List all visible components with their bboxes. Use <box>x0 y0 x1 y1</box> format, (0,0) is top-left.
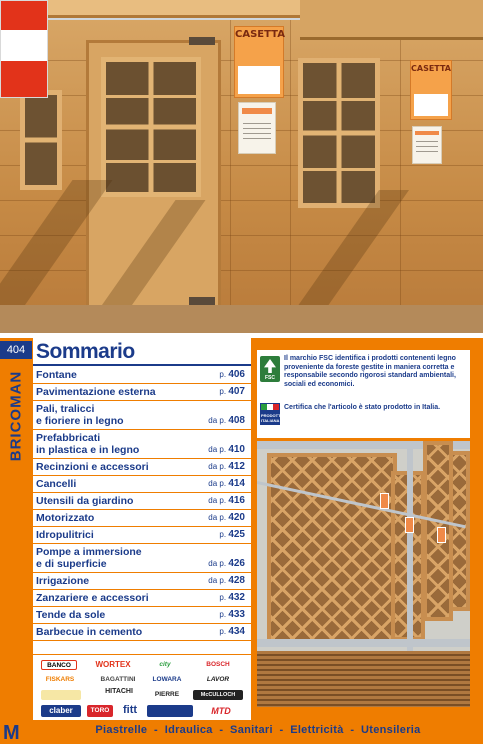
toc-title: Cancelli <box>36 478 77 490</box>
trellis-photo <box>257 441 470 707</box>
price-tag <box>380 493 389 509</box>
toc-title: Irrigazione <box>36 575 90 587</box>
toc-page: da p. 408 <box>208 415 245 426</box>
toc-page: da p. 412 <box>208 461 245 472</box>
footer-categories: Piastrelle - Idraulica - Sanitari - Elettricità - Utensileria <box>95 724 421 736</box>
toc-row[interactable] <box>33 527 251 544</box>
brand-vertical-label: BRICOMAN <box>7 370 25 462</box>
door-hinge <box>189 297 215 305</box>
roof-edge-right <box>300 0 483 40</box>
fsc-description: Il marchio FSC identifica i prodotti contenenti legno proveniente da foreste gestite in maniera corretta e responsabile secondo rigorosi standard ambientali, sociali ed economici. <box>284 355 456 388</box>
brand-logo <box>95 688 143 702</box>
bricoman-logo[interactable] <box>0 720 33 744</box>
casetta-sign-label: CASETTA <box>411 64 451 73</box>
toc-title: Motorizzato <box>36 512 95 524</box>
made-in-italy-description: Certifica che l'articolo è stato prodotto in Italia. <box>284 404 441 411</box>
toc-title: Tende da sole <box>36 609 106 621</box>
brand-name: city <box>159 661 171 668</box>
trellis-panel <box>267 453 397 643</box>
brand-logo <box>199 704 243 718</box>
ground <box>0 305 483 333</box>
brand-name: WORTEX <box>95 660 131 669</box>
wooden-houses-photo <box>0 0 483 333</box>
toc-title: Zanzariere e accessori <box>36 592 149 604</box>
toc-title: Pompe a immersione e di superficie <box>36 546 142 570</box>
info-sheet <box>412 126 442 164</box>
brand-logo <box>117 703 143 717</box>
toc-title: Barbecue in cemento <box>36 626 143 638</box>
price-tag <box>405 517 414 533</box>
toc-page: da p. 414 <box>208 478 245 489</box>
toc-page: da p. 420 <box>208 512 245 523</box>
toc-title: Recinzioni e accessori <box>36 461 149 473</box>
italian-flag-icon <box>261 404 279 410</box>
toc-title: Idropulitrici <box>36 529 94 541</box>
toc-row[interactable] <box>33 493 251 510</box>
brand-logo <box>41 690 81 700</box>
door-hinge <box>189 37 215 45</box>
brand-logo <box>147 705 193 717</box>
toc-page: p. 434 <box>219 626 245 637</box>
brand-name: HITACHI <box>105 688 133 695</box>
corner-post <box>400 40 401 310</box>
toc-title: Prefabbricati in plastica e in legno <box>36 432 140 456</box>
timber-stack <box>257 651 470 707</box>
toc-row[interactable] <box>33 384 251 401</box>
corner-post <box>290 20 291 310</box>
brand-logo <box>89 660 137 670</box>
brand-name: MTD <box>211 706 231 716</box>
toc-page: p. 432 <box>219 592 245 603</box>
brand-logo <box>193 690 243 700</box>
toc-title: Fontane <box>36 369 77 381</box>
brand-name: BAGATTINI <box>100 676 136 683</box>
toc-page: da p. 416 <box>208 495 245 506</box>
brand-name: McCULLOCH <box>200 692 236 698</box>
brand-name: claber <box>49 706 73 715</box>
made-in-italy-logo <box>260 403 284 425</box>
trellis-panel <box>449 451 470 611</box>
casetta-sign <box>234 26 284 98</box>
brand-name: BOSCH <box>206 661 230 668</box>
brand-name: BANCO <box>47 662 71 669</box>
brand-logo <box>41 675 79 685</box>
brand-logo <box>193 660 243 670</box>
toc-row[interactable] <box>33 624 251 641</box>
page-title: Sommario <box>36 340 135 363</box>
fsc-logo-label: FSC <box>265 375 275 381</box>
title-underline <box>33 364 251 366</box>
toc-row[interactable] <box>33 510 251 527</box>
toc-row[interactable] <box>33 573 251 590</box>
casetta-sign <box>410 60 452 120</box>
toc-row[interactable] <box>33 476 251 493</box>
price-sign <box>0 0 48 98</box>
toc-page: p. 406 <box>219 369 245 380</box>
toc-row[interactable] <box>33 544 251 573</box>
brand-logo <box>145 660 185 670</box>
toc-title: Pali, tralicci e fioriere in legno <box>36 403 124 427</box>
toc-row[interactable] <box>33 459 251 476</box>
brand-name: fitt <box>122 704 138 716</box>
casetta-sign-label: CASETTA <box>235 29 285 40</box>
table-of-contents <box>33 367 251 641</box>
toc-row[interactable] <box>33 590 251 607</box>
toc-page: da p. 428 <box>208 575 245 586</box>
plank-line <box>0 270 483 271</box>
toc-page: p. 433 <box>219 609 245 620</box>
toc-row[interactable] <box>33 430 251 459</box>
toc-title: Utensili da giardino <box>36 495 134 507</box>
brand-name: TORO <box>90 707 110 714</box>
tree-icon <box>264 359 276 373</box>
plank-line <box>0 165 483 166</box>
toc-row[interactable] <box>33 367 251 384</box>
house-window <box>298 58 380 208</box>
brand-logos <box>33 654 251 720</box>
page-number: 404 <box>0 341 32 359</box>
brand-logo <box>193 675 243 685</box>
made-in-italy-label: PRODOTTO ITALIANA <box>261 413 284 423</box>
info-sheet <box>238 102 276 154</box>
price-tag <box>437 527 446 543</box>
brand-logo <box>41 660 77 670</box>
corner-post <box>230 20 231 310</box>
brand-logo <box>87 705 113 717</box>
brand-name: LOWARA <box>152 676 182 683</box>
bricoman-logo-letter: M <box>3 722 20 744</box>
brand-name: PIERRE <box>154 691 180 698</box>
toc-title: Pavimentazione esterna <box>36 386 156 398</box>
house-window-left <box>20 90 62 190</box>
toc-row[interactable] <box>33 607 251 624</box>
brand-logo <box>93 675 143 685</box>
brand-name: LAVOR <box>206 676 230 683</box>
shelf-beam <box>257 639 470 647</box>
door-window <box>101 57 201 197</box>
brand-logo <box>145 690 189 700</box>
brand-name: FISKARS <box>45 676 75 683</box>
brand-logo <box>41 705 81 717</box>
toc-page: p. 407 <box>219 386 245 397</box>
toc-page: p. 425 <box>219 529 245 540</box>
brand-logo <box>145 675 189 685</box>
toc-row[interactable] <box>33 401 251 430</box>
fsc-logo <box>260 356 280 382</box>
brand-vertical <box>2 366 30 466</box>
toc-page: da p. 410 <box>208 444 245 455</box>
toc-page: da p. 426 <box>208 558 245 569</box>
